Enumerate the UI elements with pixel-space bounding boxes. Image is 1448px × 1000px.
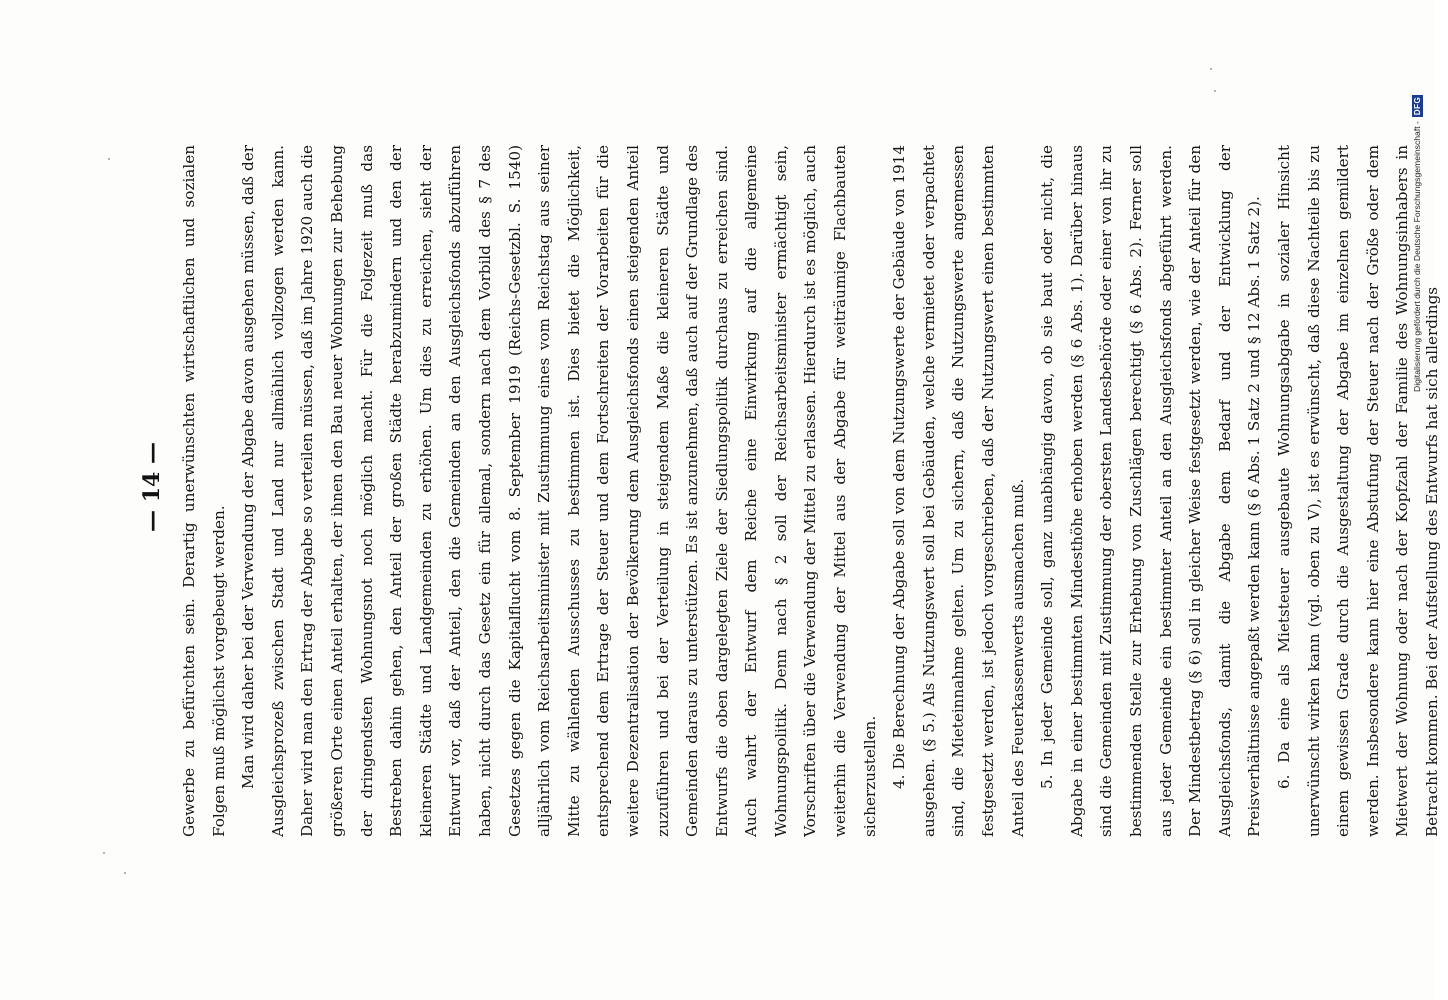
- speck: [1214, 90, 1216, 92]
- speck: [1210, 68, 1212, 70]
- page-number-header: — 14 —: [139, 442, 165, 532]
- body-text: [175, 137, 1448, 837]
- digitization-credit: [1400, 0, 1434, 400]
- speck: [124, 872, 126, 874]
- paragraph: Gewerbe zu befürchten sein. Derartig unerwünschten wirtschaftlichen und sozialen Folgen muß möglichst vorgebeugt werden.: [180, 145, 228, 837]
- dfg-logo: DFG: [1412, 96, 1422, 116]
- credit-text: Digitalisierung gefördert durch die Deutsche Forschungsgemeinschaft -: [1412, 121, 1422, 392]
- paragraph: 5. In jeder Gemeinde soll, ganz unabhängig davon, ob sie baut oder nicht, die Abgabe in einer bestimmten Mindesthöhe erhoben werden (§ 6 Abs. 1). Darüber hinaus sind die Gemeinden mit Zustimmung der obersten Landesbehörde oder einer von ihr zu bestimmenden Stelle zur Erhebung von Zuschlägen berechtigt (§ 6 Abs. 2). Ferner soll aus jeder Gemeinde ein bestimmter Anteil an den Ausgleichsfonds abgeführt werden. Der Mindestbetrag (§ 6) soll in gleicher Weise festgesetzt werden, wie der Anteil für den Ausgleichsfonds, damit die Abgabe dem Bedarf und der Entwicklung der Preisverhältnisse angepaßt werden kann (§ 6 Abs. 1 Satz 2 und § 12 Abs. 1 Satz 2).: [1038, 145, 1264, 837]
- paragraph: 4. Die Berechnung der Abgabe soll von dem Nutzungswerte der Gebäude von 1914 ausgehen. (§ 5.) Als Nutzungswert soll bei Gebäuden, welche vermietet oder verpachtet sind, die Mieteinnahme gelten. Um zu sichern, daß die Nutzungswerte angemessen festgesetzt werden, ist jedoch vorgeschrieben, daß der Nutzungswert einen bestimmten Anteil des Feuerkassenwerts ausmachen muß.: [890, 145, 1027, 837]
- paragraph: 6. Da eine als Mietsteuer ausgebaute Wohnungsabgabe in sozialer Hinsicht unerwünscht wirken kann (vgl. oben zu V), ist es erwünscht, daß diese Nachteile bis zu einem gewissen Grade durch die Ausgestaltung der Abgabe im einzelnen gemildert werden. Insbesondere kann hier eine Abstufung der Steuer nach der Größe oder dem Mietwert der Wohnung oder nach der Kopfzahl der Familie des Wohnungsinhabers in Betracht kommen. Bei der Aufstellung des Entwurfs hat sich allerdings: [1274, 145, 1441, 837]
- paragraph: Man wird daher bei der Verwendung der Abgabe davon ausgehen müssen, daß der Ausgleichsprozeß zwischen Stadt und Land nur allmählich vollzogen werden kann. Daher wird man den Ertrag der Abgabe so verteilen müssen, daß im Jahre 1920 auch die größeren Orte einen Anteil erhalten, der ihnen den Bau neuer Wohnungen zur Behebung der dringendsten Wohnungsnot noch möglich macht. Für die Folgezeit muß das Bestreben dahin gehen, den Anteil der großen Städte herabzumindern und den der kleineren Städte und Landgemeinden zu erhöhen. Um dies zu erreichen, sieht der Entwurf vor, daß der Anteil, den die Gemeinden an den Ausgleichsfonds abzuführen haben, nicht durch das Gesetz ein für allemal, sondern nach dem Vorbild des § 7 des Gesetzes gegen die Kapitalflucht vom 8. September 1919 (Reichs-Gesetzbl. S. 1540) alljährlich vom Reichsarbeitsminister mit Zustimmung eines vom Reichstag aus seiner Mitte zu wählenden Ausschusses zu bestimmen ist. Dies bietet die Möglichkeit, entsprechend dem Ertrage der Steuer und dem Fortschreiten der Vorarbeiten für die weitere Dezentralisation der Bevölkerung dem Ausgleichsfonds einen steigenden Anteil zuzuführen und bei der Verteilung in steigendem Maße die kleineren Städte und Gemeinden daraus zu unterstützen. Es ist anzunehmen, daß auch auf der Grundlage des Entwurfs die oben dargelegten Ziele der Siedlungspolitik durchaus zu erreichen sind. Auch wahrt der Entwurf dem Reiche eine Einwirkung auf die allgemeine Wohnungspolitik. Denn nach § 2 soll der Reichsarbeitsminister ermächtigt sein, Vorschriften über die Verwendung der Mittel zu erlassen. Hierdurch ist es möglich, auch weiterhin die Verwendung der Mittel aus der Abgabe für weiträumige Flachbauten sicherzustellen.: [239, 145, 879, 837]
- speck: [103, 852, 105, 854]
- speck: [108, 158, 110, 160]
